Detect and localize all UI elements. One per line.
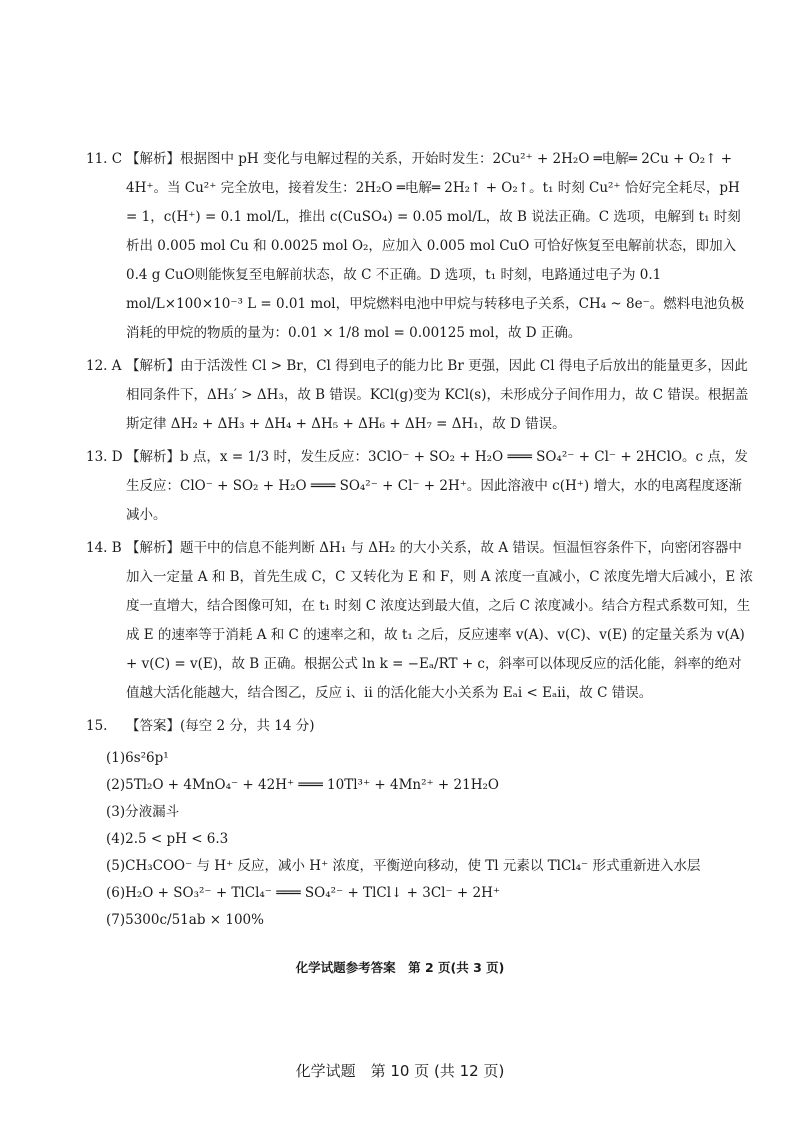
answer-line: (1)6s²6p¹ — [106, 750, 169, 766]
item-text: 【解析】b 点，x = 1/3 时，发生反应：3ClO⁻ + SO₂ + H₂O ═══ SO₄²⁻ + Cl⁻ + 2HClO。c 点，发生反应：ClO⁻ + SO₂ + H₂O ═══ SO₄²⁻ + Cl⁻ + 2H⁺。因此溶液中 c(H⁺) 增大，水的电离程度逐渐减小。 — [126, 449, 748, 523]
item-header: 【答案】(每空 2 分，共 14 分) — [126, 718, 315, 734]
answer-item-14 — [86, 534, 754, 708]
item-number: 14. B — [86, 540, 122, 556]
item-text: 【解析】根据图中 pH 变化与电解过程的关系，开始时发生：2Cu²⁺ + 2H₂O ═电解═ 2Cu + O₂↑ + 4H⁺。当 Cu²⁺ 完全放电，接着发生：2H₂O ═电解═ 2H₂↑ + O₂↑。t₁ 时刻 Cu²⁺ 恰好完全耗尽，pH = 1，c(H⁺) = 0.1 mol/L，推出 c(CuSO₄) = 0.05 mol/L，故 B 说法正确。C 选项，电解到 t₁ 时刻析出 0.005 mol Cu 和 0.0025 mol O₂，应加入 0.005 mol CuO 可恰好恢复至电解前状态，即加入 0.4 g CuO则能恢复至电解前状态，故 C 不正确。D 选项，t₁ 时刻，电路通过电子为 0.1 mol/L×100×10⁻³ L = 0.01 mol，甲烷燃料电池中甲烷与转移电子关系，CH₄ ~ 8e⁻。燃料电池负极消耗的甲烷的物质的量为：0.01 × 1/8 mol = 0.00125 mol，故 D 正确。 — [126, 151, 745, 341]
answer-item-15 — [86, 712, 754, 741]
exam-page-footer: 化学试题 第 10 页 (共 12 页) — [295, 1062, 505, 1080]
answer-line: (5)CH₃COO⁻ 与 H⁺ 反应，减小 H⁺ 浓度，平衡逆向移动，使 Tl 元素以 TlCl₄⁻ 形式重新进入水层 — [106, 858, 701, 874]
item-text: 【解析】由于活泼性 Cl > Br，Cl 得到电子的能力比 Br 更强，因此 Cl 得电子后放出的能量更多，因此相同条件下，ΔH₃′ > ΔH₃，故 B 错误。KCl(g)变为 KCl(s)，未形成分子间作用力，故 C 错误。根据盖斯定律 ΔH₂ + ΔH₃ + ΔH₄ + ΔH₅ + ΔH₆ + ΔH₇ = ΔH₁，故 D 错误。 — [126, 358, 749, 432]
answer-item-13 — [86, 443, 754, 530]
item-number: 15. — [86, 718, 108, 734]
answer-page-footer: 化学试题参考答案 第 2 页(共 3 页) — [295, 960, 505, 975]
answer-line: (3)分液漏斗 — [106, 804, 180, 820]
answer-line: (2)5Tl₂O + 4MnO₄⁻ + 42H⁺ ═══ 10Tl³⁺ + 4Mn²⁺ + 21H₂O — [106, 777, 499, 793]
item-text: 【解析】题干中的信息不能判断 ΔH₁ 与 ΔH₂ 的大小关系，故 A 错误。恒温恒容条件下，向密闭容器中加入一定量 A 和 B，首先生成 C，C 又转化为 E 和 F，则 A 浓度一直减小，C 浓度先增大后减小，E 浓度一直增大，结合图像可知，在 t₁ 时刻 C 浓度达到最大值，之后 C 浓度减小。结合方程式系数可知，生成 E 的速率等于消耗 A 和 C 的速率之和，故 t₁ 之后，反应速率 v(A)、v(C)、v(E) 的定量关系为 v(A) + v(C) = v(E)，故 B 正确。根据公式 ln k = −Eₐ/RT + c，斜率可以体现反应的活化能，斜率的绝对值越大活化能越大，结合图乙，反应 ⅰ、ⅱ 的活化能大小关系为 Eₐⅰ < Eₐⅱ，故 C 错误。 — [126, 540, 753, 701]
answer-line: (7)5300c/51ab × 100% — [106, 912, 264, 928]
answer-item-11 — [86, 145, 754, 348]
answer-content — [86, 145, 754, 934]
answer-line: (6)H₂O + SO₃²⁻ + TlCl₄⁻ ═══ SO₄²⁻ + TlCl↓ + 3Cl⁻ + 2H⁺ — [106, 885, 500, 901]
answer-line: (4)2.5 < pH < 6.3 — [106, 831, 229, 847]
answer-item-12 — [86, 352, 754, 439]
answer-15-lines — [86, 745, 754, 934]
item-number: 11. C — [86, 151, 123, 167]
item-number: 12. A — [86, 358, 122, 374]
item-number: 13. D — [86, 449, 123, 465]
